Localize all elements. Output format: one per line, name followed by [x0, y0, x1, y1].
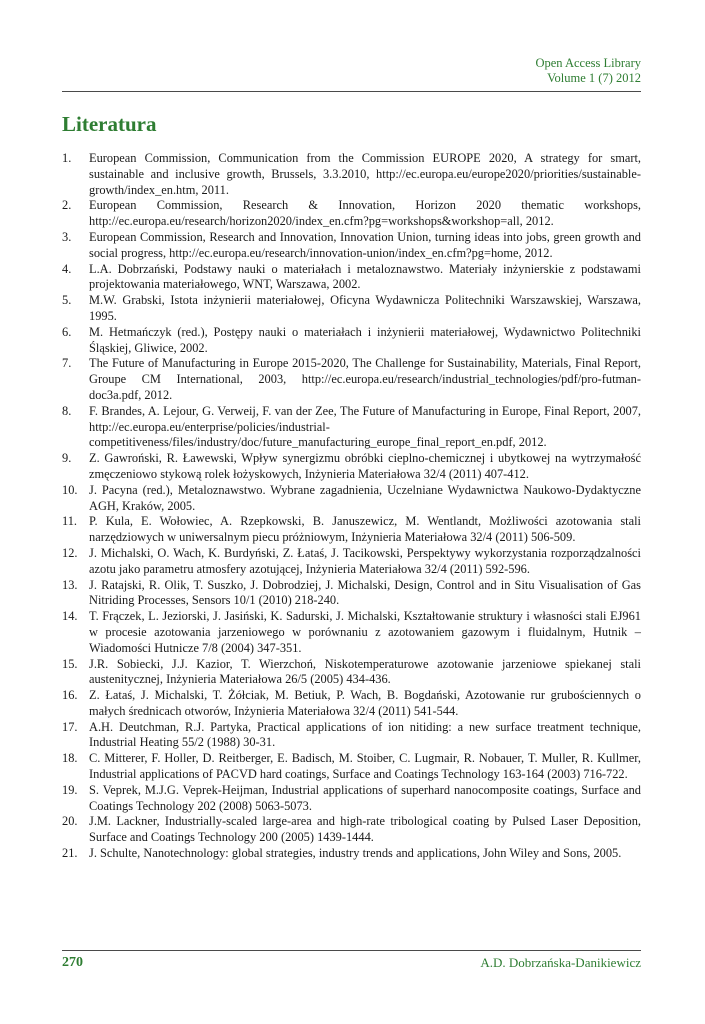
reference-number: 15.: [62, 656, 78, 671]
reference-list: [62, 151, 641, 862]
reference-item: [62, 451, 641, 483]
reference-number: 20.: [62, 814, 78, 829]
reference-item: [62, 293, 641, 325]
reference-item: [62, 783, 641, 815]
reference-number: 5.: [62, 293, 72, 308]
reference-text: J. Schulte, Nanotechnology: global strategies, industry trends and applications, John Wiley and Sons, 2005.: [89, 846, 622, 861]
reference-text: Z. Gawroński, R. Ławewski, Wpływ synergizmu obróbki cieplno-chemicznej i ubytkowej na wytrzymałość zmęczeniowo stykową rolek łożyskowych, Inżynieria Materiałowa 32/4 (2011) 407-412.: [89, 451, 641, 481]
reference-text: European Commission, Research & Innovation, Horizon 2020 thematic workshops, http://ec.europa.eu/research/horizon2020/index_en.cfm?pg=workshops&workshop=all, 2012.: [89, 198, 641, 229]
reference-item: [62, 262, 641, 294]
reference-number: 11.: [62, 514, 78, 529]
reference-item: [62, 514, 641, 546]
reference-item: [62, 751, 641, 783]
reference-text: European Commission, Communication from the Commission EUROPE 2020, A strategy for smart, sustainable and inclusive growth, Brussels, 3.3.2010, http://ec.europa.eu/europe2020/priorities/sustainable-growth/index_en.htm, 2011.: [89, 151, 641, 197]
reference-item: [62, 546, 641, 578]
reference-number: 14.: [62, 609, 78, 624]
reference-text: J.M. Lackner, Industrially-scaled large-area and high-rate tribological coating by Pulsed Laser Deposition, Surface and Coatings Technology 200 (2005) 1439-1444.: [89, 814, 641, 845]
reference-number: 12.: [62, 545, 78, 560]
header-rule: [62, 91, 641, 92]
reference-number: 8.: [62, 403, 72, 418]
reference-text: S. Veprek, M.J.G. Veprek-Heijman, Industrial applications of superhard nanocomposite coatings, Surface and Coatings Technology 202 (2008) 5063-5073.: [89, 782, 641, 813]
running-header: [535, 56, 641, 86]
reference-number: 13.: [62, 577, 78, 592]
reference-item: [62, 814, 641, 846]
reference-item: [62, 483, 641, 515]
reference-text: M. Hetmańczyk (red.), Postępy nauki o materiałach i inżynierii materiałowej, Wydawnictwo Politechniki Śląskiej, Gliwice, 2002.: [89, 324, 641, 355]
reference-item: [62, 720, 641, 752]
reference-item: [62, 151, 641, 198]
reference-number: 3.: [62, 229, 72, 244]
reference-text: European Commission, Research and Innovation, Innovation Union, turning ideas into jobs, green growth and social progress, http://ec.europa.eu/research/innovation-union/index_en.cfm?pg=home, 2012.: [89, 229, 641, 260]
reference-item: [62, 230, 641, 262]
reference-text: C. Mitterer, F. Holler, D. Reitberger, E. Badisch, M. Stoiber, C. Lugmair, R. Nobauer, T. Muller, R. Kullmer, Industrial applications of PACVD hard coatings, Surface and Coatings Technology 163-164 (2003) 716-722.: [89, 751, 641, 782]
reference-text: J. Michalski, O. Wach, K. Burdyński, Z. Łataś, J. Tacikowski, Perspektywy wykorzystania rozporządzalności azotu jako parametru atmosfery azotującej, Inżynieria Materiałowa 32/4 (2011) 592-596.: [89, 545, 641, 576]
reference-number: 7.: [62, 356, 72, 371]
reference-number: 9.: [62, 451, 72, 466]
reference-text: A.H. Deutchman, R.J. Partyka, Practical applications of ion nitiding: a new surface treatment technique, Industrial Heating 55/2 (1988) 30-31.: [89, 719, 641, 750]
reference-number: 19.: [62, 782, 78, 797]
section-title: Literatura: [62, 112, 157, 136]
reference-item: [62, 198, 641, 230]
reference-item: [62, 578, 641, 610]
reference-item: [62, 356, 641, 403]
reference-text: J. Ratajski, R. Olik, T. Suszko, J. Dobrodziej, J. Michalski, Design, Control and in Situ Visualisation of Gas Nitriding Processes, Sensors 10/1 (2010) 218-240.: [89, 577, 641, 608]
reference-item: [62, 325, 641, 357]
reference-item: [62, 846, 641, 862]
reference-text: F. Brandes, A. Lejour, G. Verweij, F. van der Zee, The Future of Manufacturing in Europe, Final Report, 2007, http://ec.europa.eu/enterprise/policies/industrial-competitiveness/files/industry/doc/future_manufacturing_europe_final_report_en.pdf, 2012.: [89, 403, 641, 450]
footer-author: A.D. Dobrzańska-Danikiewicz: [480, 955, 641, 970]
reference-number: 1.: [62, 151, 72, 165]
reference-number: 18.: [62, 751, 78, 766]
reference-text: Z. Łataś, J. Michalski, T. Żółciak, M. Betiuk, P. Wach, B. Bogdański, Azotowanie rur grubościennych o małych średnicach otworów, Inżynieria Materiałowa 32/4 (2011) 541-544.: [89, 688, 641, 718]
reference-text: T. Frączek, L. Jeziorski, J. Jasiński, K. Sadurski, J. Michalski, Kształtowanie struktury i własności stali EJ961 w procesie azotowania jarzeniowego w porównaniu z azotowaniem gazowym i fluidalnym, Hutnik – Wiadomości Hutnicze 7/8 (2004) 347-351.: [89, 609, 641, 655]
reference-item: [62, 688, 641, 720]
reference-number: 4.: [62, 261, 72, 276]
reference-item: [62, 609, 641, 656]
reference-item: [62, 657, 641, 689]
header-volume: Volume 1 (7) 2012: [547, 71, 641, 85]
reference-number: 16.: [62, 688, 78, 703]
reference-number: 10.: [62, 482, 78, 497]
reference-text: L.A. Dobrzański, Podstawy nauki o materiałach i metaloznawstwo. Materiały inżynierskie z podstawami projektowania materiałowego, WNT, Warszawa, 2002.: [89, 261, 641, 292]
reference-number: 17.: [62, 719, 78, 734]
header-library: Open Access Library: [535, 56, 641, 70]
reference-text: The Future of Manufacturing in Europe 2015-2020, The Challenge for Sustainability, Materials, Final Report, Groupe CM International, 2003, http://ec.europa.eu/research/industrial_technologies/pdf/pro-futman-doc3a.pdf, 2012.: [89, 356, 641, 402]
reference-text: J.R. Sobiecki, J.J. Kazior, T. Wierzchoń, Niskotemperaturowe azotowanie jarzeniowe spiekanej stali austenitycznej, Inżynieria Materiałowa 26/5 (2005) 434-436.: [89, 656, 641, 687]
page-number: 270: [62, 955, 83, 970]
reference-text: M.W. Grabski, Istota inżynierii materiałowej, Oficyna Wydawnicza Politechniki Warszawskiej, Warszawa, 1995.: [89, 293, 641, 323]
reference-number: 21.: [62, 846, 78, 861]
reference-text: J. Pacyna (red.), Metaloznawstwo. Wybrane zagadnienia, Uczelniane Wydawnictwa Naukowo-Dydaktyczne AGH, Kraków, 2005.: [89, 482, 641, 513]
footer-rule: [62, 950, 641, 951]
reference-number: 2.: [62, 198, 72, 213]
reference-text: P. Kula, E. Wołowiec, A. Rzepkowski, B. Januszewicz, M. Wentlandt, Możliwości azotowania stali narzędziowych w uniwersalnym piecu próżniowym, Inżynieria Materiałowa 32/4 (2011) 506-509.: [89, 514, 641, 545]
reference-number: 6.: [62, 324, 72, 339]
reference-item: [62, 404, 641, 451]
